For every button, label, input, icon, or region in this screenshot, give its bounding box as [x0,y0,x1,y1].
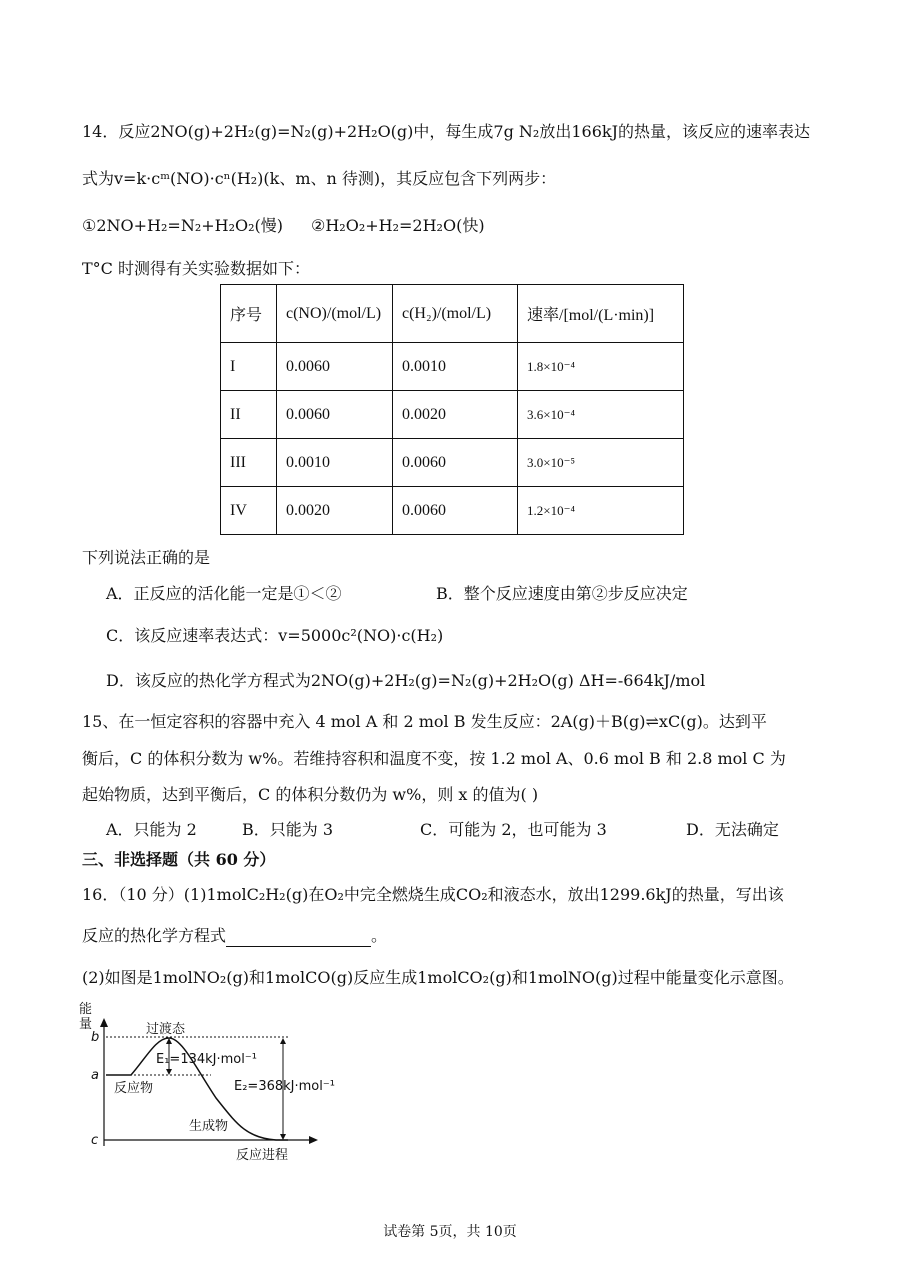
q15-option-b: B．只能为 3 [242,820,334,839]
q15-line1: 15、在一恒定容积的容器中充入 4 mol A 和 2 mol B 发生反应：2A(g)＋B(g)⇌xC(g)。达到平 [82,712,767,731]
q14-question: 下列说法正确的是 [82,548,211,567]
page-footer: 试卷第 5页，共 10页 [383,1224,517,1240]
q15-line3: 起始物质，达到平衡后，C 的体积分数仍为 w%，则 x 的值为( ) [82,785,539,804]
section-heading: 三、非选择题（共 60 分） [82,850,276,869]
q16-line1: 16．（10 分）(1)1molC₂H₂(g)在O₂中完全燃烧生成CO₂和液态水，放出1299.6kJ的热量，写出该 [82,885,784,904]
q14-option-d: D．该反应的热化学方程式为2NO(g)+2H₂(g)=N₂(g)+2H₂O(g) ΔH=-664kJ/mol [106,671,706,690]
q14-line2: 式为v=k·cᵐ(NO)·cⁿ(H₂)(k、m、n 待测)，其反应包含下列两步： [82,169,557,188]
q15-option-a: A．只能为 2 [106,820,197,839]
q14-option-a: A．正反应的活化能一定是①＜② [106,584,342,603]
q16-line3: (2)如图是1molNO₂(g)和1molCO(g)反应生成1molCO₂(g)和1molNO(g)过程中能量变化示意图。 [82,968,794,987]
q14-step2: ②H₂O₂+H₂=2H₂O(快) [311,216,485,235]
rate-data-table [220,284,684,535]
q14-option-c: C．该反应速率表达式：v=5000c²(NO)·c(H₂) [106,626,444,645]
table-cell: 3.0×10⁻⁵ [518,439,684,487]
table-cell: 0.0060 [277,343,393,391]
q15-option-c: C．可能为 2，也可能为 3 [420,820,607,839]
table-row [221,487,684,535]
table-cell: I [221,343,277,391]
table-header: 序号 [221,285,277,343]
q15-option-d: D．无法确定 [686,820,779,839]
x-axis-arrow [309,1136,318,1144]
table-header: c(NO)/(mol/L) [277,285,393,343]
table-row [221,343,684,391]
table-header: 速率/[mol/(L·min)] [518,285,684,343]
q14-option-b: B．整个反应速度由第②步反应决定 [436,584,688,603]
table-cell: 0.0020 [393,391,518,439]
table-cell: 3.6×10⁻⁴ [518,391,684,439]
e1-arrow-head-bottom [166,1069,172,1075]
transition-state-label: 过渡态 [146,1022,186,1037]
level-b-label: b [91,1030,100,1045]
e2-label: E₂=368kJ·mol⁻¹ [234,1079,335,1094]
y-axis-arrow [100,1018,108,1027]
y-axis-label-2: 量 [79,1017,93,1032]
reactant-label: 反应物 [114,1081,154,1096]
table-row [221,391,684,439]
table-cell: 1.8×10⁻⁴ [518,343,684,391]
level-c-label: c [91,1133,99,1148]
y-axis-label-1: 能 [79,1002,93,1017]
table-cell: 0.0010 [277,439,393,487]
e1-label: E₁=134kJ·mol⁻¹ [156,1052,257,1067]
table-cell: 0.0060 [393,487,518,535]
table-header-row [221,285,684,343]
level-a-label: a [91,1068,99,1083]
q16-line2-text: 反应的热化学方程式 [82,926,227,945]
e2-arrow-head-bottom [280,1134,286,1140]
q16-line2-end: 。 [371,926,388,945]
answer-blank[interactable] [226,930,371,947]
table-cell: III [221,439,277,487]
table-cell: II [221,391,277,439]
product-label: 生成物 [189,1119,229,1134]
q14-table-intro: T°C 时测得有关实验数据如下： [82,259,311,278]
table-cell: 1.2×10⁻⁴ [518,487,684,535]
e2-arrow-head-top [280,1038,286,1044]
q16-line2 [82,925,387,947]
x-axis-label: 反应进程 [236,1148,289,1163]
table-header: c(H₂)/(mol/L) [393,285,518,343]
table-cell: 0.0010 [393,343,518,391]
table-cell: 0.0020 [277,487,393,535]
table-row [221,439,684,487]
table-cell: 0.0060 [393,439,518,487]
q14-step1: ①2NO+H₂=N₂+H₂O₂(慢) [82,216,284,235]
table-cell: IV [221,487,277,535]
q15-line2: 衡后，C 的体积分数为 w%。若维持容积和温度不变，按 1.2 mol A、0.6 mol B 和 2.8 mol C 为 [82,749,786,768]
energy-diagram [76,998,336,1168]
table-cell: 0.0060 [277,391,393,439]
q14-line1: 14．反应2NO(g)+2H₂(g)=N₂(g)+2H₂O(g)中，每生成7g N₂放出166kJ的热量，该反应的速率表达 [82,122,810,141]
